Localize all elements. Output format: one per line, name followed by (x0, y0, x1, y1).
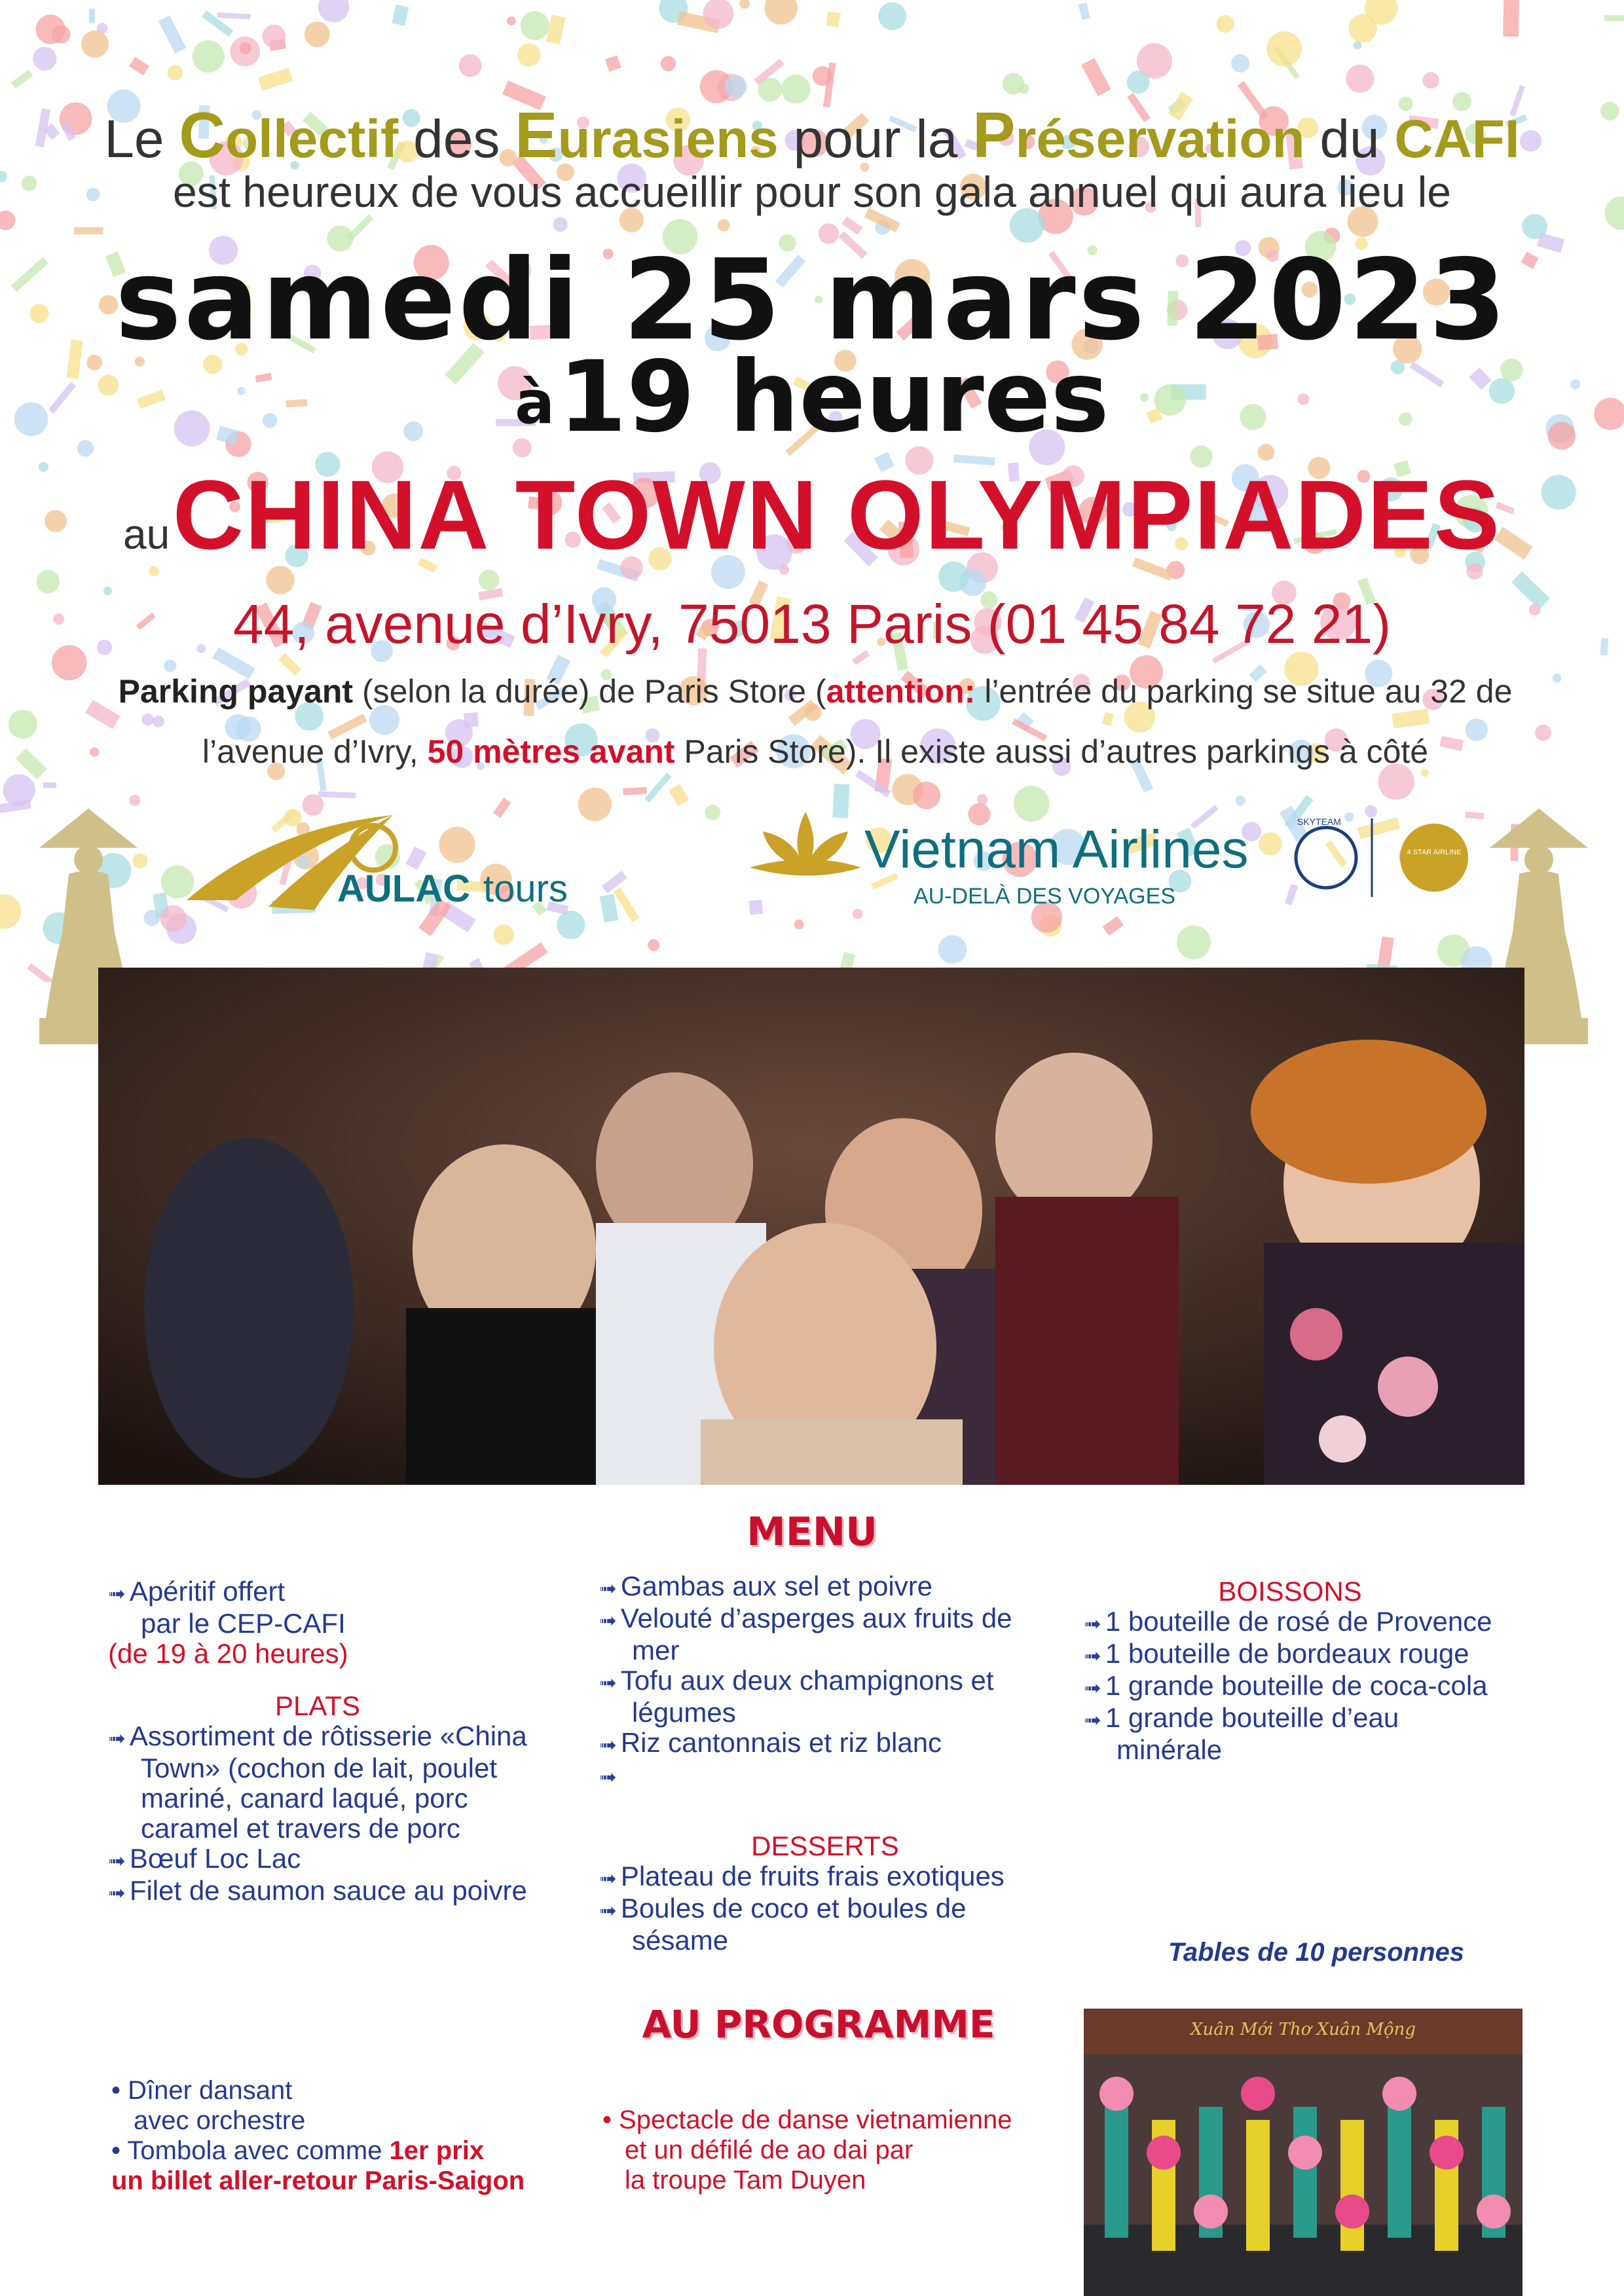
dish-item-text: Tofu aux deux champignons et légumes (620, 1665, 994, 1728)
programme-left (111, 2075, 583, 2196)
flower (1099, 2077, 1134, 2111)
dessert-item (599, 1893, 1051, 1956)
programme-heading: AU PROGRAMME (642, 2002, 995, 2047)
confetti-piece (661, 56, 676, 71)
dancer (1105, 2107, 1128, 2238)
dance-photo-banner: Xuân Mới Thơ Xuân Mộng (1190, 2020, 1416, 2039)
aperitif-line-2: par le CEP-CAFI (141, 1608, 346, 1639)
confetti-piece (977, 794, 987, 805)
drink-item (1084, 1607, 1496, 1639)
plat-item-text: Filet de saumon sauce au poivre (129, 1875, 527, 1906)
drink-item-text: 1 bouteille de rosé de Provence (1105, 1606, 1492, 1637)
intro-segment (972, 99, 1305, 171)
confetti-piece (1177, 925, 1211, 959)
confetti-piece (623, 787, 647, 795)
confetti-piece (11, 69, 33, 88)
drink-item-text: 1 bouteille de bordeaux rouge (1105, 1638, 1469, 1669)
arrow-icon: ➟ (599, 1899, 617, 1922)
star-label: 4 STAR AIRLINE (1407, 848, 1462, 856)
confetti-piece (1019, 83, 1029, 94)
confetti-piece (1235, 795, 1245, 805)
confetti-piece (262, 25, 286, 48)
confetti-piece (192, 40, 225, 73)
vn-tagline: AU-DELÀ DES VOYAGES (913, 884, 1175, 909)
flower (1335, 2195, 1369, 2229)
confetti-piece (1604, 15, 1624, 21)
confetti-piece (459, 54, 482, 77)
confetti-piece (43, 782, 56, 788)
drink-item (1084, 1639, 1496, 1671)
confetti-piece (74, 227, 103, 234)
confetti-piece (217, 12, 250, 20)
arrow-icon: ➟ (108, 1582, 126, 1605)
programme-tombola (111, 2136, 583, 2196)
plat-item (108, 1876, 527, 1908)
confetti-piece (494, 924, 514, 945)
intro-segment (1394, 109, 1519, 169)
intro-segment: du (1304, 109, 1395, 169)
intro-segment: pour la (778, 109, 973, 169)
confetti-piece (764, 0, 797, 25)
confetti-piece (1266, 31, 1302, 67)
intro-segment (179, 99, 399, 171)
parking-attention: attention: (826, 673, 976, 710)
dessert-item-text: Plateau de fruits frais exotiques (620, 1861, 1005, 1891)
time-prefix: à (515, 369, 555, 437)
menu-column-left (108, 1576, 527, 1908)
main-dishes-list (599, 1571, 1051, 1792)
intro-word: ollectif (225, 109, 399, 169)
dish-item (599, 1666, 1051, 1728)
confetti-piece (1354, 41, 1362, 50)
plat-item (108, 1721, 527, 1844)
boissons-heading: BOISSONS (1218, 1576, 1362, 1607)
dancer (1340, 2120, 1364, 2251)
confetti-piece (9, 710, 37, 738)
arrow-icon: ➟ (599, 1765, 617, 1789)
intro-capital: C (179, 99, 226, 171)
confetti-piece (129, 57, 149, 75)
confetti-piece (507, 16, 516, 26)
confetti-piece (85, 700, 120, 729)
intro-segment: Le (104, 109, 179, 169)
confetti-piece (841, 217, 862, 235)
dancer (1293, 2107, 1317, 2238)
drink-item-text: 1 grande bouteille d’eau minérale (1105, 1702, 1399, 1765)
menu-heading: MENU (747, 1509, 877, 1555)
plats-heading: PLATS (275, 1690, 360, 1721)
skyteam-label: SKYTEAM (1297, 816, 1341, 827)
parking-distance: 50 mètres avant (427, 733, 675, 770)
arrow-icon: ➟ (1084, 1612, 1101, 1635)
skyteam-icon (1296, 828, 1356, 888)
confetti-piece (1079, 3, 1090, 20)
dish-item-text: Gambas aux sel et poivre (620, 1571, 933, 1601)
dinner-line-2: avec orchestre (134, 2106, 306, 2135)
confetti-piece (168, 65, 183, 80)
confetti-piece (1217, 15, 1234, 33)
arrow-icon: ➟ (108, 1849, 126, 1872)
confetti-piece (240, 43, 251, 54)
confetti-piece (1422, 72, 1439, 88)
flower (1477, 2195, 1511, 2229)
dish-item (599, 1728, 1051, 1760)
dish-item (599, 1571, 1051, 1603)
flower (1288, 2136, 1322, 2170)
arrow-icon: ➟ (599, 1576, 617, 1600)
confetti-piece (1535, 725, 1551, 741)
confetti-piece (36, 570, 60, 594)
confetti-piece (718, 219, 730, 232)
dish-item-text: Velouté d’asperges aux fruits de mer (620, 1603, 1012, 1666)
plats-list (108, 1721, 527, 1908)
arrow-icon: ➟ (1084, 1676, 1101, 1700)
venue-name: CHINA TOWN OLYMPIADES (172, 460, 1501, 570)
venue-address: 44, avenue d’Ivry, 75013 Paris (01 45 84 72 21) (232, 593, 1392, 655)
parking-info (118, 661, 1513, 782)
dancer (1246, 2120, 1270, 2251)
confetti-piece (705, 805, 721, 820)
confetti-piece (81, 30, 109, 58)
boissons-list (1084, 1607, 1496, 1765)
confetti-piece (33, 46, 56, 70)
tables-note: Tables de 10 personnes (1168, 1938, 1465, 1967)
arrow-icon: ➟ (599, 1867, 617, 1890)
event-time (0, 340, 1624, 454)
arrow-icon: ➟ (599, 1671, 617, 1694)
drink-item (1084, 1703, 1496, 1765)
aperitif-note: (de 19 à 20 heures) (108, 1638, 348, 1669)
dessert-item-text: Boules de coco et boules de sésame (620, 1893, 967, 1956)
programme-dinner (111, 2075, 583, 2136)
arrow-icon: ➟ (108, 1726, 126, 1750)
dancer (1388, 2107, 1411, 2238)
confetti-piece (826, 11, 841, 27)
confetti-piece (479, 570, 499, 590)
aperitif-item (108, 1576, 527, 1639)
parking-bold: Parking payant (118, 673, 354, 710)
plat-item-text: Assortiment de rôtisserie «China Town» (cochon de lait, poulet mariné, canard laqué, porc caramel et travers de porc (129, 1721, 527, 1844)
arrow-icon: ➟ (108, 1881, 126, 1904)
confetti-piece (521, 11, 549, 40)
venue-line (0, 458, 1624, 572)
confetti-piece (318, 792, 356, 799)
dish-item (599, 1603, 1051, 1666)
intro-word: CAFI (1394, 109, 1520, 169)
time-value: 19 heures (558, 340, 1109, 454)
intro-word: urasiens (557, 109, 779, 169)
confetti-piece (725, 75, 747, 98)
flower (1382, 2077, 1416, 2111)
flower (1430, 2136, 1464, 2170)
aperitif-line-1: Apéritif offert (129, 1576, 286, 1607)
flower (1147, 2136, 1181, 2170)
show-line-2: et un défilé de ao dai par (625, 2136, 913, 2164)
confetti-piece (0, 894, 21, 929)
desserts-list (599, 1861, 1051, 1956)
confetti-piece (1346, 65, 1374, 93)
confetti-piece (304, 22, 330, 47)
intro-word: réservation (1015, 109, 1305, 169)
tombola-prize-detail: un billet aller-retour Paris-Saigon (111, 2166, 525, 2195)
confetti-piece (318, 0, 349, 22)
menu-column-middle (599, 1571, 1051, 1956)
arrow-icon: ➟ (599, 1609, 617, 1632)
confetti-piece (1503, 0, 1519, 37)
show-line-1: • Spectacle de danse vietnamienne (602, 2105, 1012, 2134)
lotus-icon (750, 812, 861, 876)
show-line-3: la troupe Tam Duyen (625, 2166, 866, 2195)
intro-segment: des (398, 109, 515, 169)
event-date: samedi 25 mars 2023 (115, 236, 1509, 365)
intro-line-2: est heureux de vous accueillir pour son gala annuel qui aura lieu le (173, 168, 1451, 216)
drink-item (1084, 1671, 1496, 1703)
confetti-piece (89, 9, 95, 23)
confetti-piece (517, 43, 540, 66)
confetti-piece (1127, 71, 1150, 94)
confetti-piece (90, 748, 99, 757)
intro-segment (515, 99, 779, 171)
flower (1194, 2195, 1228, 2229)
menu-column-right (1084, 1576, 1496, 1765)
tours-word: tours (483, 867, 568, 910)
arrow-icon: ➟ (1084, 1644, 1101, 1667)
confetti-piece (546, 15, 565, 45)
tombola-text: • Tombola avec comme (111, 2136, 390, 2165)
confetti-piece (52, 25, 70, 43)
dessert-item (599, 1861, 1051, 1893)
vietnam-airlines-logo (750, 805, 1477, 923)
dish-item (599, 1760, 1051, 1792)
confetti-piece (143, 910, 160, 926)
confetti-piece (1553, 674, 1562, 683)
dance-troupe-photo (1084, 2009, 1522, 2296)
confetti-piece (392, 5, 409, 26)
tombola-prize: 1er prix (389, 2136, 485, 2165)
vn-name: Vietnam Airlines (864, 820, 1249, 879)
confetti-piece (648, 939, 659, 951)
drink-item-text: 1 grande bouteille de coca-cola (1105, 1670, 1488, 1701)
confetti-piece (878, 2, 906, 30)
confetti-piece (1231, 54, 1249, 73)
confetti-piece (605, 55, 621, 71)
gala-dance-photo (98, 968, 1524, 1485)
confetti-piece (158, 16, 186, 54)
programme-right (602, 2105, 1100, 2195)
intro-capital: P (972, 99, 1016, 171)
confetti-piece (938, 935, 967, 964)
flower (1241, 2077, 1275, 2111)
aulac-word: AULAC (337, 867, 470, 910)
arrow-icon: ➟ (1084, 1708, 1101, 1732)
confetti-piece (669, 784, 689, 806)
confetti-piece (3, 774, 35, 806)
plat-item (108, 1844, 527, 1876)
arrow-icon: ➟ (599, 1733, 617, 1757)
confetti-piece (1081, 58, 1111, 96)
confetti-piece (739, 0, 750, 9)
confetti-piece (258, 67, 293, 90)
desserts-heading: DESSERTS (751, 1831, 899, 1861)
star-badge-icon (1400, 824, 1468, 892)
aulac-tours-logo (177, 802, 648, 920)
intro-capital: E (515, 99, 558, 171)
venue-prefix: au (123, 511, 170, 558)
plat-item-text: Bœuf Loc Lac (129, 1843, 301, 1874)
parking-text-1: (selon la durée) de Paris Store ( (353, 673, 826, 710)
parking-text-3: Paris Store). Il existe aussi d’autres parkings à côté (674, 733, 1429, 770)
dish-item-text: Riz cantonnais et riz blanc (620, 1727, 942, 1758)
parking-text-2: l’entrée du parking se situe au 32 de l’avenue d’Ivry, (202, 673, 1513, 770)
intro-line-1 (0, 98, 1624, 172)
dinner-line-1: • Dîner dansant (111, 2076, 293, 2105)
confetti-piece (553, 217, 568, 232)
